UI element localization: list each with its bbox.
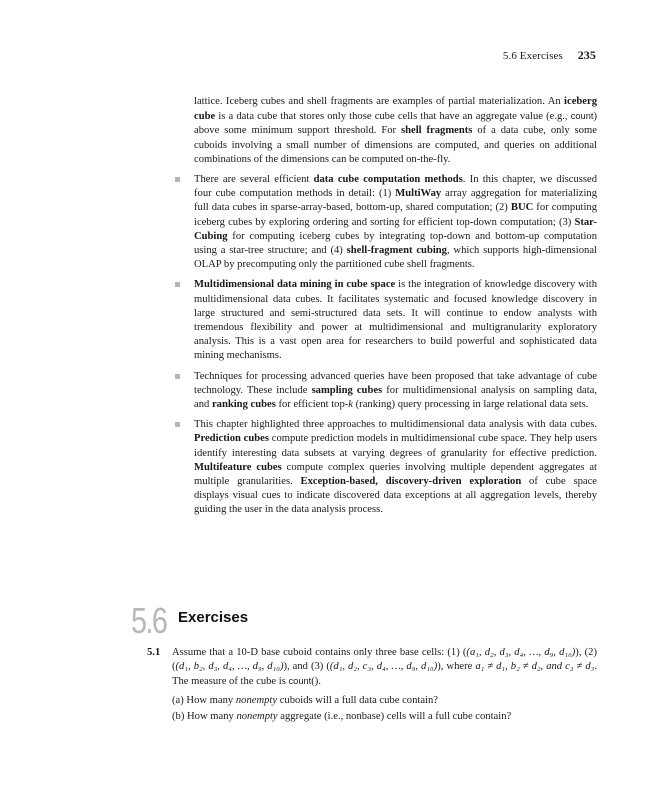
text: (). (311, 676, 321, 688)
text: aggregate (i.e., nonbase) cells will a full cube contain? (277, 710, 512, 722)
text: ) above some minimum support threshold. For (194, 111, 597, 137)
emph: nonempty (235, 694, 278, 706)
text: How many (187, 710, 237, 722)
text: compute prediction models in multidimensional cube space. They help users identify interesting data subsets at varying degrees of granularity for effective prediction. (194, 433, 597, 459)
text: for computing iceberg cubes by exploring ordering and sorting for efficient top-down computation; (3) (194, 202, 598, 228)
bullet-item (194, 370, 597, 413)
term: Exception-based, discovery-driven exploration (300, 476, 522, 488)
section-title: Exercises (178, 609, 249, 626)
section-number: 5.6 (131, 600, 167, 641)
math-cell-2: (d₁, b₂, d₃, d₄, …, d₉, d₁₀) (175, 661, 284, 673)
exercise-number: 5.1 (147, 647, 161, 658)
term: Multidimensional data mining in cube space (194, 279, 396, 291)
subpart-a (172, 694, 597, 708)
text: This chapter highlighted three approaches to multidimensional data analysis with data cubes. (194, 419, 597, 431)
term: Star-Cubing (194, 216, 597, 242)
bullet-item (194, 173, 597, 272)
math-condition: a₁ ≠ d₁, b₂ ≠ d₂, and c₃ ≠ d₃ (475, 661, 595, 673)
subpart-label: (a) (172, 694, 184, 706)
text: . The measure of the cube is (172, 661, 597, 688)
page-number: 235 (577, 48, 596, 62)
text: There are several efficient (194, 174, 314, 186)
math-cell-3: (d₁, d₂, c₃, d₄, …, d₉, d₁₀) (329, 661, 438, 673)
bullet-square-icon (175, 374, 180, 379)
code-count: count (288, 676, 312, 687)
term: MultiWay (395, 188, 442, 200)
subpart-label: (b) (172, 710, 185, 722)
bullet-item (194, 418, 597, 517)
term: BUC (510, 202, 534, 214)
term: ranking cubes (211, 399, 276, 411)
term: sampling cubes (311, 384, 383, 396)
text: array aggregation for materializing full data cubes in sparse-array-based, bottom-up, shared computation; (2) (194, 188, 597, 214)
term: data cube computation methods (313, 174, 463, 186)
emph: nonempty (236, 710, 278, 722)
code-count: count (570, 111, 594, 122)
running-header (503, 48, 596, 63)
bullet-square-icon (175, 177, 180, 182)
text: ), (2) ( (172, 647, 597, 673)
text: is a data cube that stores only those cube cells that have an aggregate value (e.g., (215, 111, 571, 123)
text: for multidimensional analysis on sampling data, and (194, 384, 598, 411)
text: . In this chapter, we discussed four cube computation methods in detail: (1) (194, 174, 598, 200)
text: ), and (3) ( (283, 661, 330, 673)
text: for efficient top- (275, 399, 349, 411)
text: lattice. Iceberg cubes and shell fragments are examples of partial materialization. An (194, 96, 565, 107)
subpart-b (172, 710, 597, 724)
exercise-statement (172, 646, 597, 690)
term: shell-fragment cubing (346, 245, 447, 257)
term: Multifeature cubes (194, 461, 282, 473)
text: (ranking) query processing in large relational data sets. (353, 399, 589, 411)
text: How many (186, 694, 236, 706)
text: Techniques for processing advanced queries have been proposed that take advantage of cube technology. These include (194, 370, 597, 396)
bullet-square-icon (175, 422, 180, 427)
chapter-summary (194, 95, 597, 524)
text: ), where (437, 661, 476, 673)
text: for computing iceberg cubes by integrating top-down and bottom-up computation using a star-tree structure; and (4) (194, 230, 597, 257)
math-var: k (348, 399, 353, 411)
term: Prediction cubes (194, 433, 269, 445)
text: of cube space displays visual cues to indicate discovered data exceptions at all aggregation levels, thereby guiding the user in the data analysis process. (194, 476, 597, 516)
exercise-subparts (172, 694, 597, 724)
text: of a data cube, only some cuboids involving a small number of dimensions are computed, and queries on additional combinations of the dimensions can be computed on-the-fly. (194, 125, 597, 165)
text: Assume that a 10-D base cuboid contains only three base cells: (1) ( (172, 647, 467, 658)
bullet-item (194, 278, 597, 363)
bullet-square-icon (175, 282, 180, 287)
math-cell-1: (a₁, d₂, d₃, d₄, …, d₉, d₁₀) (466, 647, 576, 658)
exercise-5-1 (147, 646, 597, 726)
header-section: 5.6 Exercises (502, 50, 563, 62)
text: , which supports high-dimensional OLAP by precomputing only the partitioned cube shell fragments. (194, 245, 597, 271)
text: compute complex queries involving multiple dependent aggregates at multiple granularities. (194, 461, 597, 488)
text: cuboids will a full data cube contain? (277, 694, 438, 706)
term-shell-fragments: shell fragments (401, 125, 473, 137)
intro-paragraph (194, 95, 597, 167)
text: is the integration of knowledge discovery with multidimensional data cubes. It facilitates systematic and focused knowledge discovery in large structured and semi-structured data sets. It will continue to endow analysts with tremendous flexibility and power at multidimensional and multigranularity exploratory analysis. This is a vast open area for researchers to build powerful and sophisticated data mining mechanisms. (194, 279, 597, 362)
term-iceberg-cube: iceberg cube (194, 96, 597, 123)
summary-bullets (194, 173, 597, 518)
